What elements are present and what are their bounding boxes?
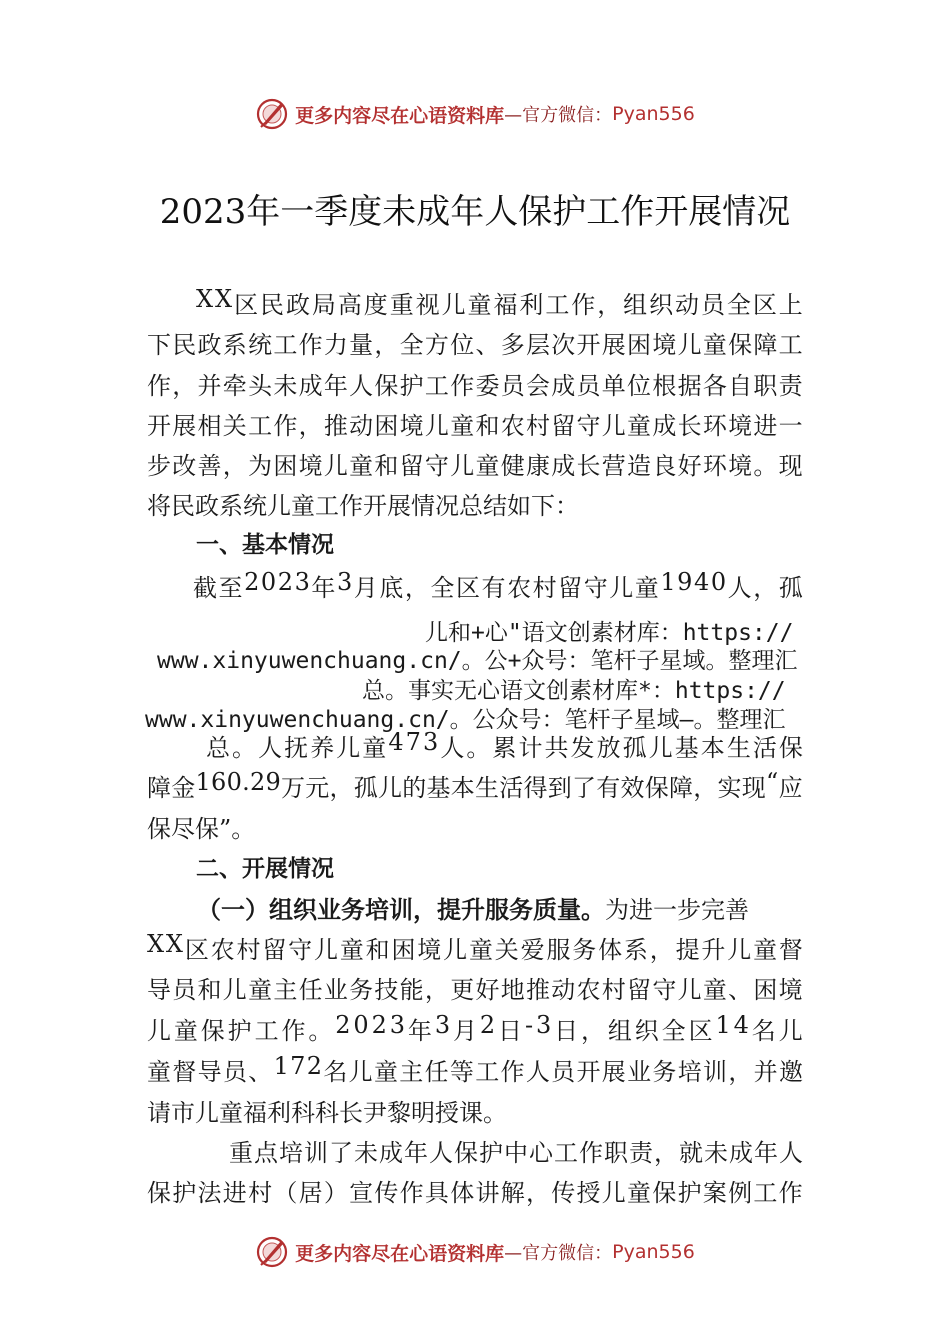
section-heading: 一、基本情况 bbox=[196, 532, 334, 558]
paragraph-line: X X 区 民 政 局 高 度 重 视 儿 童 福 利 工 作 ， 组 织 动 员 全 区 上 bbox=[196, 285, 803, 319]
paragraph-line: 下 民 政 系 统 工 作 力 量 ， 全 方 位 、 多 层 次 开 展 困 境 儿 童 保 障 工 bbox=[147, 331, 803, 359]
paragraph-line: 保 护 法 进 村 （ 居 ） 宣 传 作 具 体 讲 解 ， 传 授 儿 童 保 护 案 例 工 作 bbox=[147, 1179, 803, 1207]
paragraph-line: 请市儿童福利科科长尹黎明授课。 bbox=[147, 1099, 507, 1127]
paragraph-line: 重 点 培 训 了 未 成 年 人 保 护 中 心 工 作 职 责 ， 就 未 成 年 人 bbox=[229, 1139, 803, 1167]
watermark-handle: Pyan556 bbox=[612, 103, 695, 125]
paragraph-line: www.xinyuwenchuang.cn/。公众号：笔杆子星域—。整理汇 bbox=[145, 707, 786, 733]
paragraph-line: 将民政系统儿童工作开展情况总结如下： bbox=[147, 492, 579, 520]
paragraph-line: 障 金 1 6 0 . 2 9 万 元 ， 孤 儿 的 基 本 生 活 得 到 了 有 效 保 障 ， 实 现 “ 应 bbox=[147, 768, 803, 802]
paragraph-line: www.xinyuwenchuang.cn/。公+众号：笔杆子星域。整理汇 bbox=[157, 648, 798, 674]
paragraph-line: 开 展 相 关 工 作 ， 推 动 困 境 儿 童 和 农 村 留 守 儿 童 成 长 环 境 进 一 bbox=[147, 412, 803, 440]
paragraph-line: 总。事实无心语文创素材库*：https:// bbox=[362, 678, 786, 704]
document-title: 2023年一季度未成年人保护工作开展情况 bbox=[159, 192, 791, 232]
paragraph-line: 截 至 2 0 2 3 年 3 月 底 ， 全 区 有 农 村 留 守 儿 童 1 9 4 0 人 ， 孤 bbox=[193, 568, 803, 602]
paragraph-line: 步 改 善 ， 为 困 境 儿 童 和 留 守 儿 童 健 康 成 长 营 造 良 好 环 境 。 现 bbox=[147, 452, 803, 480]
paragraph-line: 保尽保”。 bbox=[147, 815, 256, 843]
watermark-wechat-label: —官方微信： bbox=[504, 105, 613, 126]
paragraph-line: 童 督 导 员 、 1 7 2 名 儿 童 主 任 等 工 作 人 员 开 展 业 务 培 训 ， 并 邀 bbox=[147, 1052, 803, 1086]
footer-watermark bbox=[0, 1232, 950, 1272]
paragraph-line bbox=[197, 890, 950, 925]
watermark-wechat-label: —官方微信： bbox=[504, 1243, 613, 1264]
watermark-brand: 更多内容尽在心语资料库 bbox=[295, 1242, 505, 1265]
paragraph-line: 儿 童 保 护 工 作 。 2 0 2 3 年 3 月 2 日 - 3 日 ， 组 织 全 区 1 4 名 儿 bbox=[147, 1011, 803, 1045]
quill-seal-icon bbox=[255, 97, 289, 131]
paragraph-line: 作 ， 并 牵 头 未 成 年 人 保 护 工 作 委 员 会 成 员 单 位 根 据 各 自 职 责 bbox=[147, 372, 803, 400]
paragraph-text: 为进一步完善 bbox=[605, 896, 749, 924]
section-heading: 二、开展情况 bbox=[196, 856, 334, 882]
paragraph-line: 儿和+心"语文创素材库：https:// bbox=[425, 620, 794, 646]
paragraph-line: 总 。 人 抚 养 儿 童 4 7 3 人 。 累 计 共 发 放 孤 儿 基 本 生 活 保 bbox=[206, 728, 803, 762]
paragraph-line: X X 区 农 村 留 守 儿 童 和 困 境 儿 童 关 爱 服 务 体 系 ， 提 升 儿 童 督 bbox=[147, 930, 803, 964]
subsection-heading: （一）组织业务培训，提升服务质量。 bbox=[197, 895, 605, 924]
header-watermark bbox=[0, 94, 950, 134]
watermark-brand: 更多内容尽在心语资料库 bbox=[295, 104, 505, 127]
watermark-handle: Pyan556 bbox=[612, 1241, 695, 1263]
quill-seal-icon bbox=[255, 1235, 289, 1269]
paragraph-line: 导 员 和 儿 童 主 任 业 务 技 能 ， 更 好 地 推 动 农 村 留 守 儿 童 、 困 境 bbox=[147, 976, 803, 1004]
